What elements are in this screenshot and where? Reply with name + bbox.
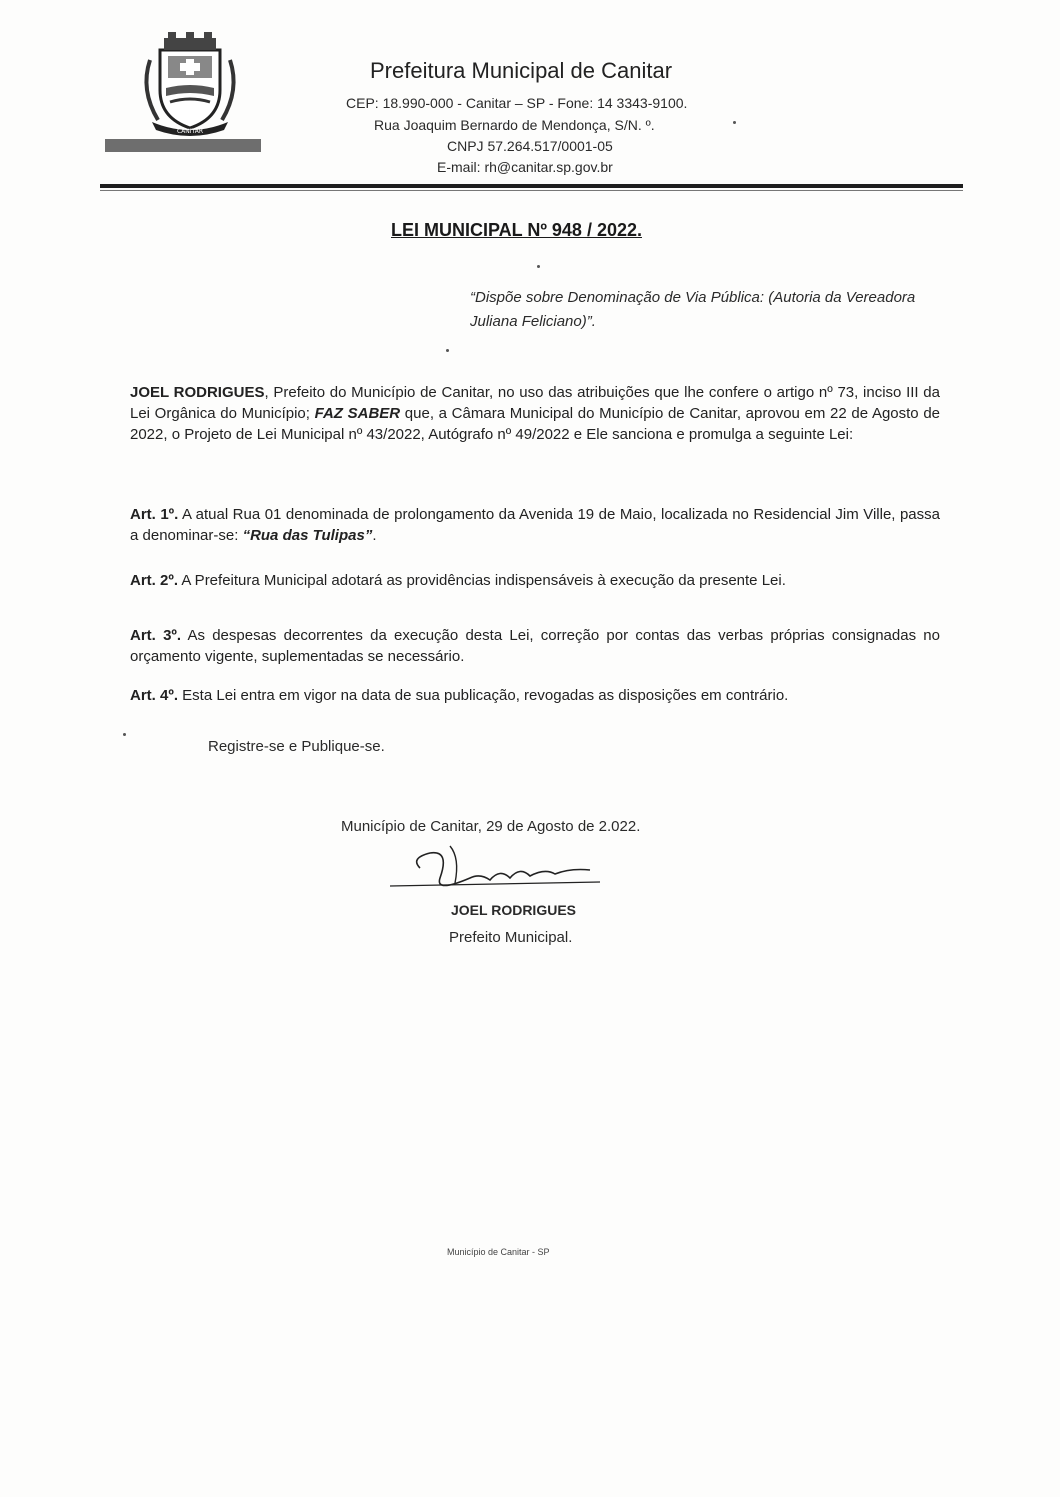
place-and-date: Município de Canitar, 29 de Agosto de 2.022.: [341, 818, 641, 835]
article-1: [130, 504, 940, 546]
header-gray-bar: [105, 139, 261, 152]
page-footer: Município de Canitar - SP: [447, 1247, 550, 1257]
article-4: [130, 685, 940, 706]
article-3: [130, 625, 940, 667]
signer-role: Prefeito Municipal.: [449, 929, 573, 946]
article-label: Art. 1º.: [130, 506, 179, 523]
scan-speck: [123, 733, 126, 736]
header-cnpj: CNPJ 57.264.517/0001-05: [447, 138, 613, 154]
article-street-name: “Rua das Tulipas”: [242, 527, 373, 544]
article-text: A atual Rua 01 denominada de prolongamento da Avenida 19 de Maio, localizada no Residencial Jim Ville, passa a denominar-se:: [130, 506, 940, 544]
intro-text-1: , Prefeito do Município de Canitar, no uso das atribuições que lhe confere o artigo nº 73, inciso III da Lei Orgânica do Município;: [130, 384, 940, 422]
intro-faz-saber: FAZ SABER: [314, 405, 401, 422]
article-label: Art. 4º.: [130, 687, 178, 704]
header-cep-phone: CEP: 18.990-000 - Canitar – SP - Fone: 14 3343-9100.: [346, 95, 688, 111]
article-label: Art. 3º.: [130, 627, 182, 644]
header-divider-thin: [100, 190, 963, 191]
municipal-crest-logo: [130, 30, 250, 140]
header-address: Rua Joaquim Bernardo de Mendonça, S/N. º.: [374, 117, 655, 133]
article-text: A Prefeitura Municipal adotará as providências indispensáveis à execução da presente Lei.: [178, 572, 786, 589]
law-ementa: “Dispõe sobre Denominação de Via Pública: (Autoria da Vereadora Juliana Feliciano)”.: [470, 289, 916, 330]
handwritten-signature: [380, 838, 610, 898]
article-label: Art. 2º.: [130, 572, 178, 589]
scan-speck: [446, 349, 449, 352]
header-org-name: Prefeitura Municipal de Canitar: [370, 58, 673, 83]
law-title: LEI MUNICIPAL Nº 948 / 2022.: [391, 220, 642, 240]
article-tail: .: [372, 527, 377, 544]
scan-speck: [733, 121, 736, 124]
article-text: Esta Lei entra em vigor na data de sua publicação, revogadas as disposições em contrário.: [178, 687, 789, 704]
article-2: [130, 570, 940, 591]
scan-speck: [537, 265, 540, 268]
crest-banner-text: CANITAR: [176, 128, 204, 135]
registre-publique: Registre-se e Publique-se.: [208, 738, 385, 755]
article-text: As despesas decorrentes da execução desta Lei, correção por contas das verbas próprias consignadas no orçamento vigente, suplementadas se necessário.: [130, 627, 940, 665]
intro-text-2: que, a Câmara Municipal do Município de Canitar, aprovou em 22 de Agosto de 2022, o Projeto de Lei Municipal nº 43/2022, Autógrafo nº 49/2022 e Ele sanciona e promulga a seguinte Lei:: [130, 405, 940, 443]
signer-name: JOEL RODRIGUES: [451, 902, 576, 918]
header-email: E-mail: rh@canitar.sp.gov.br: [437, 159, 613, 175]
header-divider: [100, 184, 963, 188]
intro-mayor-name: JOEL RODRIGUES: [130, 384, 265, 401]
intro-paragraph: [130, 382, 940, 445]
